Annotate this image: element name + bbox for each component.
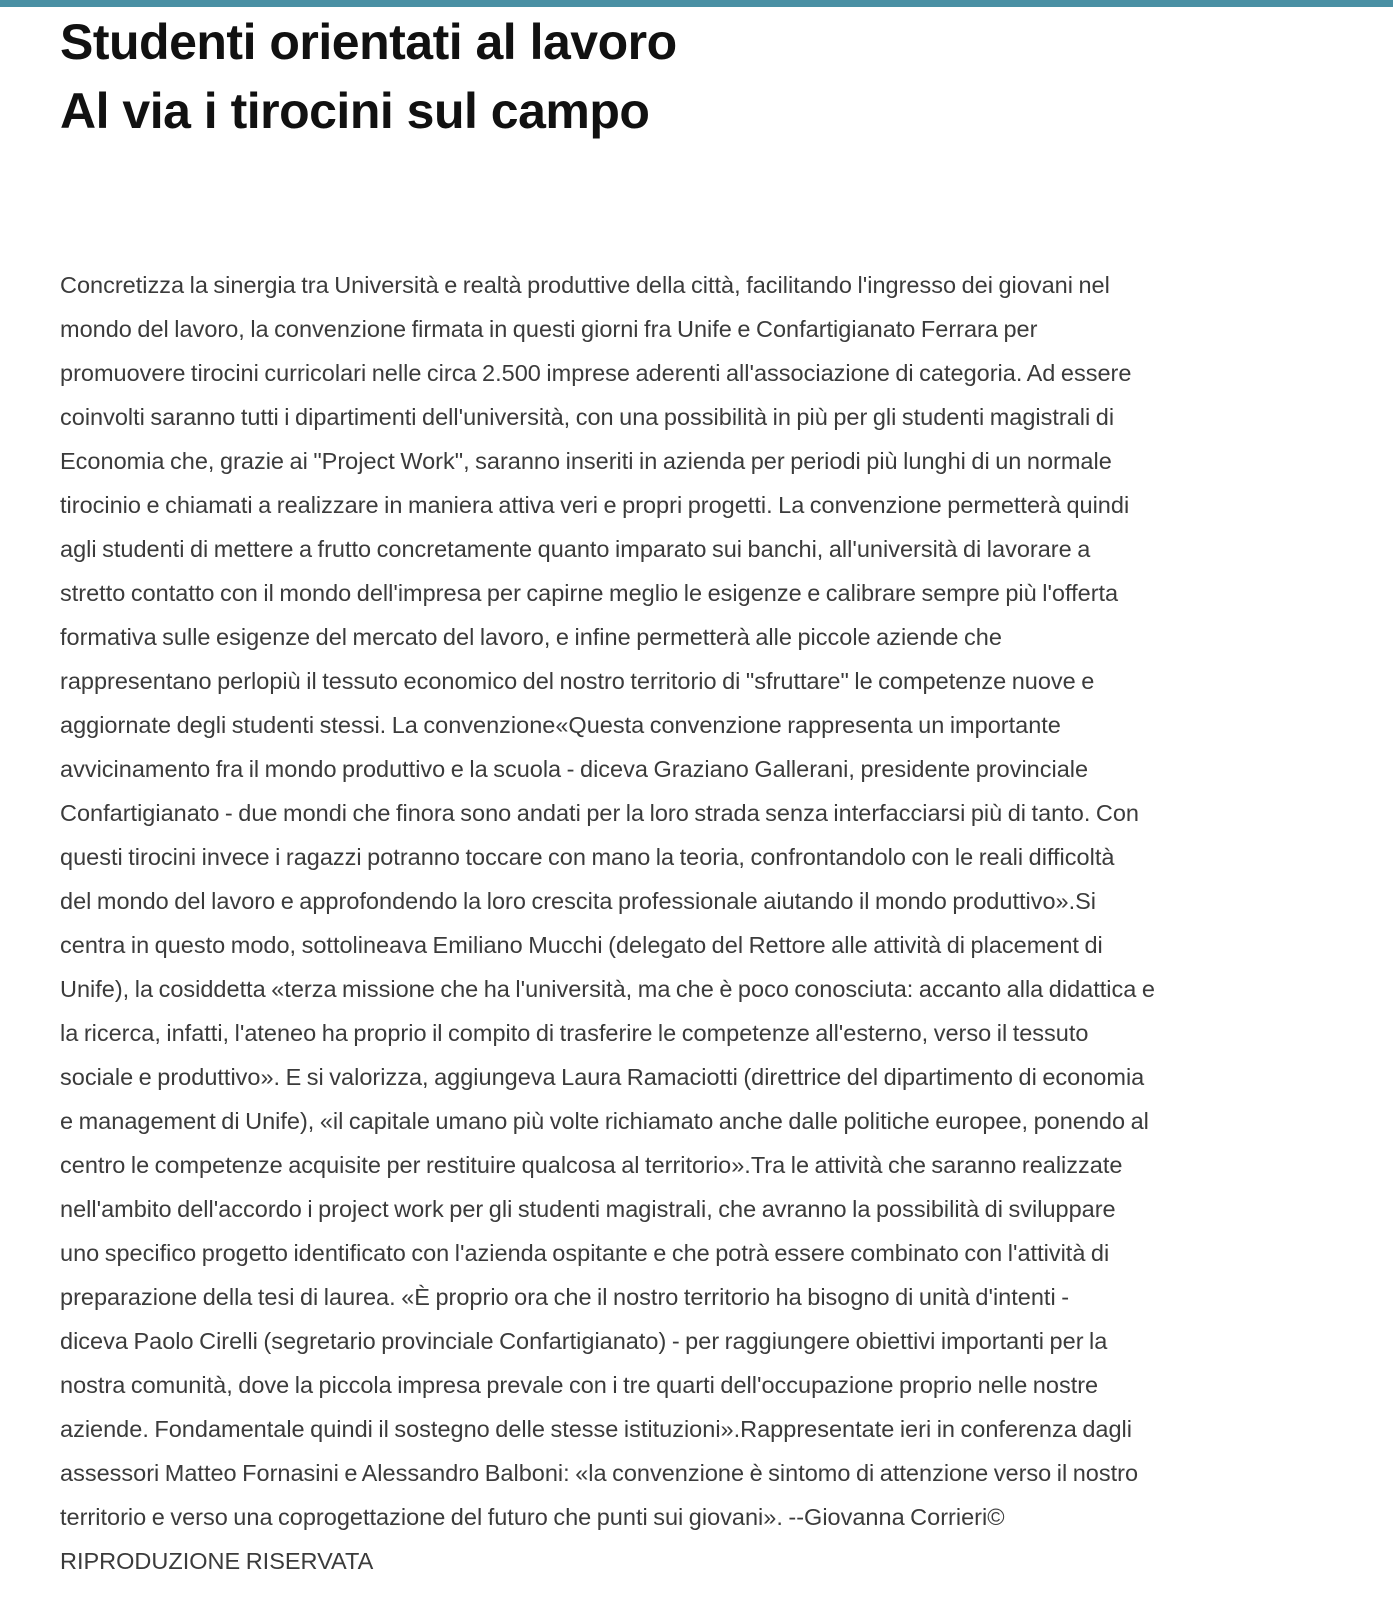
body-line: aziende. Fondamentale quindi il sostegno delle stesse istituzioni».Rappresentate ieri in conferenza dagli [60,1416,1132,1442]
body-line: e management di Unife), «il capitale umano più volte richiamato anche dalle politiche europee, ponendo al [60,1108,1149,1134]
body-line: tirocinio e chiamati a realizzare in maniera attiva veri e propri progetti. La convenzione permetterà quindi [60,492,1130,518]
body-line: Confartigianato - due mondi che finora sono andati per la loro strada senza interfacciarsi più di tanto. Con [60,800,1139,826]
body-line: stretto contatto con il mondo dell'impresa per capirne meglio le esigenze e calibrare sempre più l'offerta [60,580,1119,606]
body-line: aggiornate degli studenti stessi. La convenzione«Questa convenzione rappresenta un importante [60,712,1061,738]
article-title [60,8,1335,146]
body-line: Economia che, grazie ai "Project Work", saranno inseriti in azienda per periodi più lunghi di un normale [60,448,1112,474]
body-line: nostra comunità, dove la piccola impresa prevale con i tre quarti dell'occupazione proprio nelle nostre [60,1372,1099,1398]
article-body [60,263,1335,1583]
body-line: coinvolti saranno tutti i dipartimenti dell'università, con una possibilità in più per gli studenti magistrali di [60,404,1115,430]
body-line: centro le competenze acquisite per restituire qualcosa al territorio».Tra le attività che saranno realizzate [60,1152,1123,1178]
body-line: assessori Matteo Fornasini e Alessandro Balboni: «la convenzione è sintomo di attenzione verso il nostro [60,1460,1139,1486]
body-line: agli studenti di mettere a frutto concretamente quanto imparato sui banchi, all'università di lavorare a [60,536,1091,562]
article-title-line: Studenti orientati al lavoro [60,14,677,70]
copyright-line: RIPRODUZIONE RISERVATA [60,1548,374,1574]
body-line: uno specifico progetto identificato con l'azienda ospitante e che potrà essere combinato con l'attività di [60,1240,1110,1266]
body-line: centra in questo modo, sottolineava Emiliano Mucchi (delegato del Rettore alle attività di placement di [60,932,1103,958]
body-line: Concretizza la sinergia tra Università e realtà produttive della città, facilitando l'ingresso dei giovani nel [60,272,1110,298]
top-accent-rule [0,0,1393,7]
body-line: questi tirocini invece i ragazzi potranno toccare con mano la teoria, confrontandolo con le reali difficoltà [60,844,1115,870]
body-line: Unife), la cosiddetta «terza missione che ha l'università, ma che è poco conosciuta: accanto alla didattica e [60,976,1155,1002]
body-line: formativa sulle esigenze del mercato del lavoro, e infine permetterà alle piccole aziende che [60,624,1002,650]
body-line: la ricerca, infatti, l'ateneo ha proprio il compito di trasferire le competenze all'esterno, verso il tessuto [60,1020,1089,1046]
body-line: nell'ambito dell'accordo i project work per gli studenti magistrali, che avranno la possibilità di sviluppare [60,1196,1116,1222]
article [60,8,1335,1583]
body-line: territorio e verso una coprogettazione del futuro che punti sui giovani». --Giovanna Corrieri© [60,1504,1005,1530]
body-line: diceva Paolo Cirelli (segretario provinciale Confartigianato) - per raggiungere obiettivi importanti per la [60,1328,1108,1354]
body-line: del mondo del lavoro e approfondendo la loro crescita professionale aiutando il mondo produttivo».Si [60,888,1097,914]
body-line: mondo del lavoro, la convenzione firmata in questi giorni fra Unife e Confartigianato Ferrara per [60,316,1038,342]
body-line: avvicinamento fra il mondo produttivo e la scuola - diceva Graziano Gallerani, presidente provinciale [60,756,1089,782]
body-line: promuovere tirocini curricolari nelle circa 2.500 imprese aderenti all'associazione di categoria. Ad essere [60,360,1132,386]
body-line: rappresentano perlopiù il tessuto economico del nostro territorio di "sfruttare" le competenze nuove e [60,668,1095,694]
article-title-line: Al via i tirocini sul campo [60,83,650,139]
body-line: sociale e produttivo». E si valorizza, aggiungeva Laura Ramaciotti (direttrice del dipartimento di economia [60,1064,1145,1090]
body-line: preparazione della tesi di laurea. «È proprio ora che il nostro territorio ha bisogno di unità d'intenti - [60,1284,1070,1310]
